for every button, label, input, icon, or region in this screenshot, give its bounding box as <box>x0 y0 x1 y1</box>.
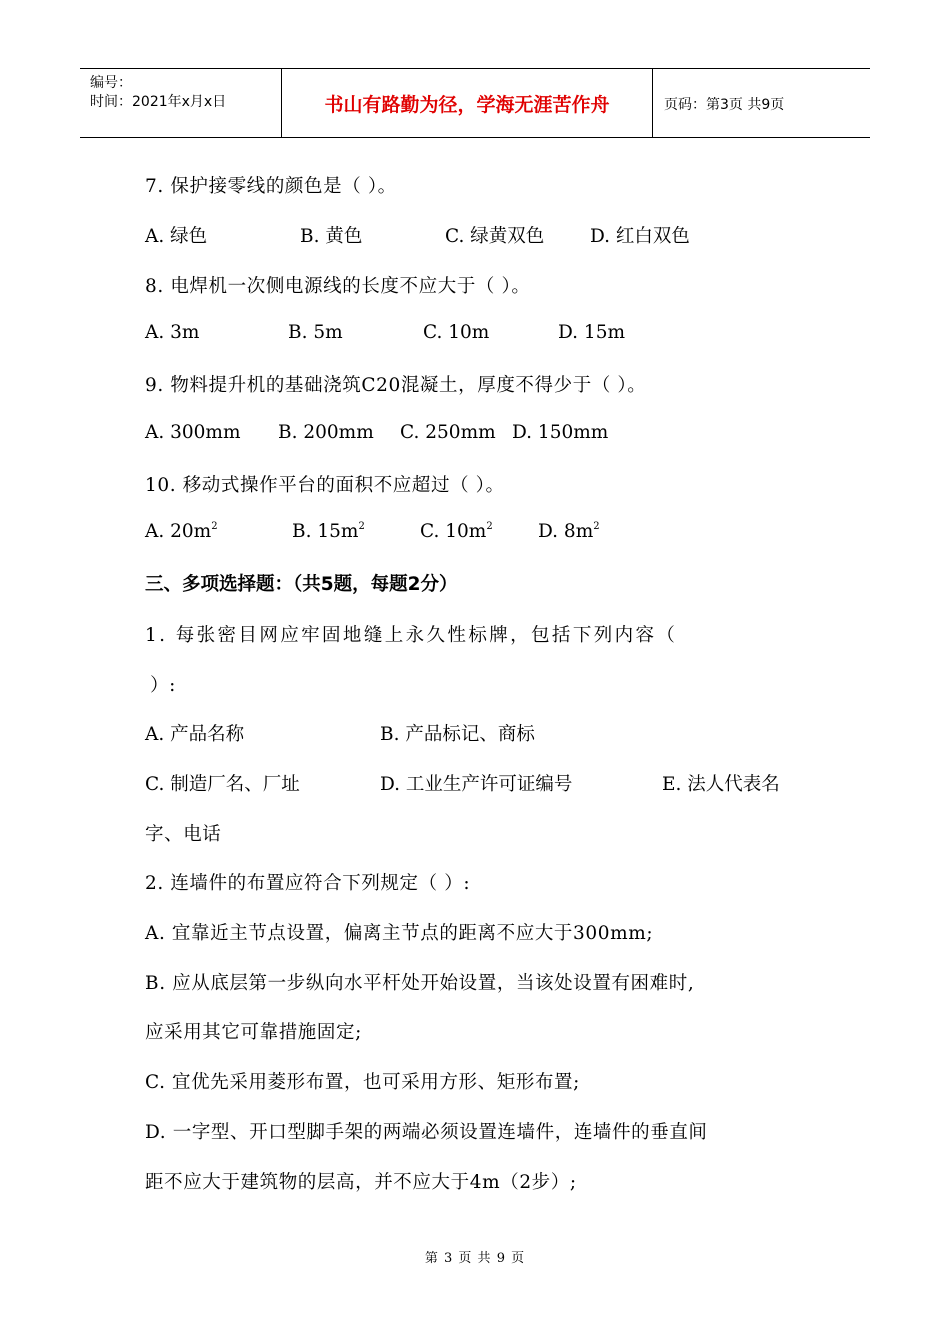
multi-question-1-line1: 1. 每张密目网应牢固地缝上永久性标牌，包括下列内容（ <box>145 625 678 646</box>
m2-option-d-line1: D. 一字型、开口型脚手架的两端必须设置连墙件，连墙件的垂直间 <box>145 1122 708 1143</box>
question-9: 9. 物料提升机的基础浇筑C20混凝土，厚度不得少于（ ）。 <box>145 375 647 396</box>
q8-option-d: D. 15m <box>558 322 626 343</box>
q9-option-c: C. 250mm <box>400 422 496 443</box>
header-table <box>80 68 870 138</box>
multi-question-2: 2. 连墙件的布置应符合下列规定（ ）: <box>145 873 471 894</box>
q10-option-c: C. $10m^2$ <box>420 521 493 542</box>
section-3-heading: 三、多项选择题：（共5题，每题2分） <box>145 574 458 595</box>
m2-option-b-line2: 应采用其它可靠措施固定; <box>145 1022 362 1043</box>
page-info: 页码：第3页 共9页 <box>664 97 785 113</box>
m2-option-d-line2: 距不应大于建筑物的层高，并不应大于4m（2步）; <box>145 1172 577 1193</box>
q8-option-b: B. 5m <box>288 322 343 343</box>
q9-option-b: B. 200mm <box>278 422 374 443</box>
q10-option-d: D. $8m^2$ <box>538 521 600 542</box>
q7-option-d: D. 红白双色 <box>590 226 690 247</box>
page-footer: 第 3 页 共 9 页 <box>424 1251 526 1266</box>
m1-option-c: C. 制造厂名、厂址 <box>145 774 300 795</box>
multi-question-1-line2: ）: <box>150 675 176 696</box>
question-10: 10. 移动式操作平台的面积不应超过（ ）。 <box>145 475 505 496</box>
q8-option-c: C. 10m <box>423 322 490 343</box>
q9-option-a: A. 300mm <box>145 422 241 443</box>
time-label: 时间：2021年x月x日 <box>90 94 227 110</box>
q9-option-d: D. 150mm <box>512 422 609 443</box>
q10-option-a: A. $20m^2$ <box>145 521 218 542</box>
m2-option-b-line1: B. 应从底层第一步纵向水平杆处开始设置，当该处设置有困难时, <box>145 973 695 994</box>
question-8: 8. 电焊机一次侧电源线的长度不应大于（ ）。 <box>145 276 531 297</box>
m1-option-e: E. 法人代表名 <box>662 774 780 795</box>
m1-option-b: B. 产品标记、商标 <box>380 724 535 745</box>
q8-option-a: A. 3m <box>145 322 200 343</box>
m2-option-c: C. 宜优先采用菱形布置，也可采用方形、矩形布置; <box>145 1072 580 1093</box>
motto: 书山有路勤为径，学海无涯苦作舟 <box>282 69 653 137</box>
header-left-cell <box>80 69 282 137</box>
m2-option-a: A. 宜靠近主节点设置，偏离主节点的距离不应大于300mm; <box>145 923 654 944</box>
q7-option-b: B. 黄色 <box>300 226 363 247</box>
m1-option-a: A. 产品名称 <box>145 724 245 745</box>
question-7: 7. 保护接零线的颜色是（ ）。 <box>145 176 397 197</box>
q7-option-c: C. 绿黄双色 <box>445 226 545 247</box>
m1-option-d: D. 工业生产许可证编号 <box>380 774 573 795</box>
number-label: 编号： <box>90 75 132 91</box>
q10-option-b: B. $15m^2$ <box>292 521 365 542</box>
q7-option-a: A. 绿色 <box>145 226 208 247</box>
m1-option-e-cont: 字、电话 <box>145 824 222 845</box>
